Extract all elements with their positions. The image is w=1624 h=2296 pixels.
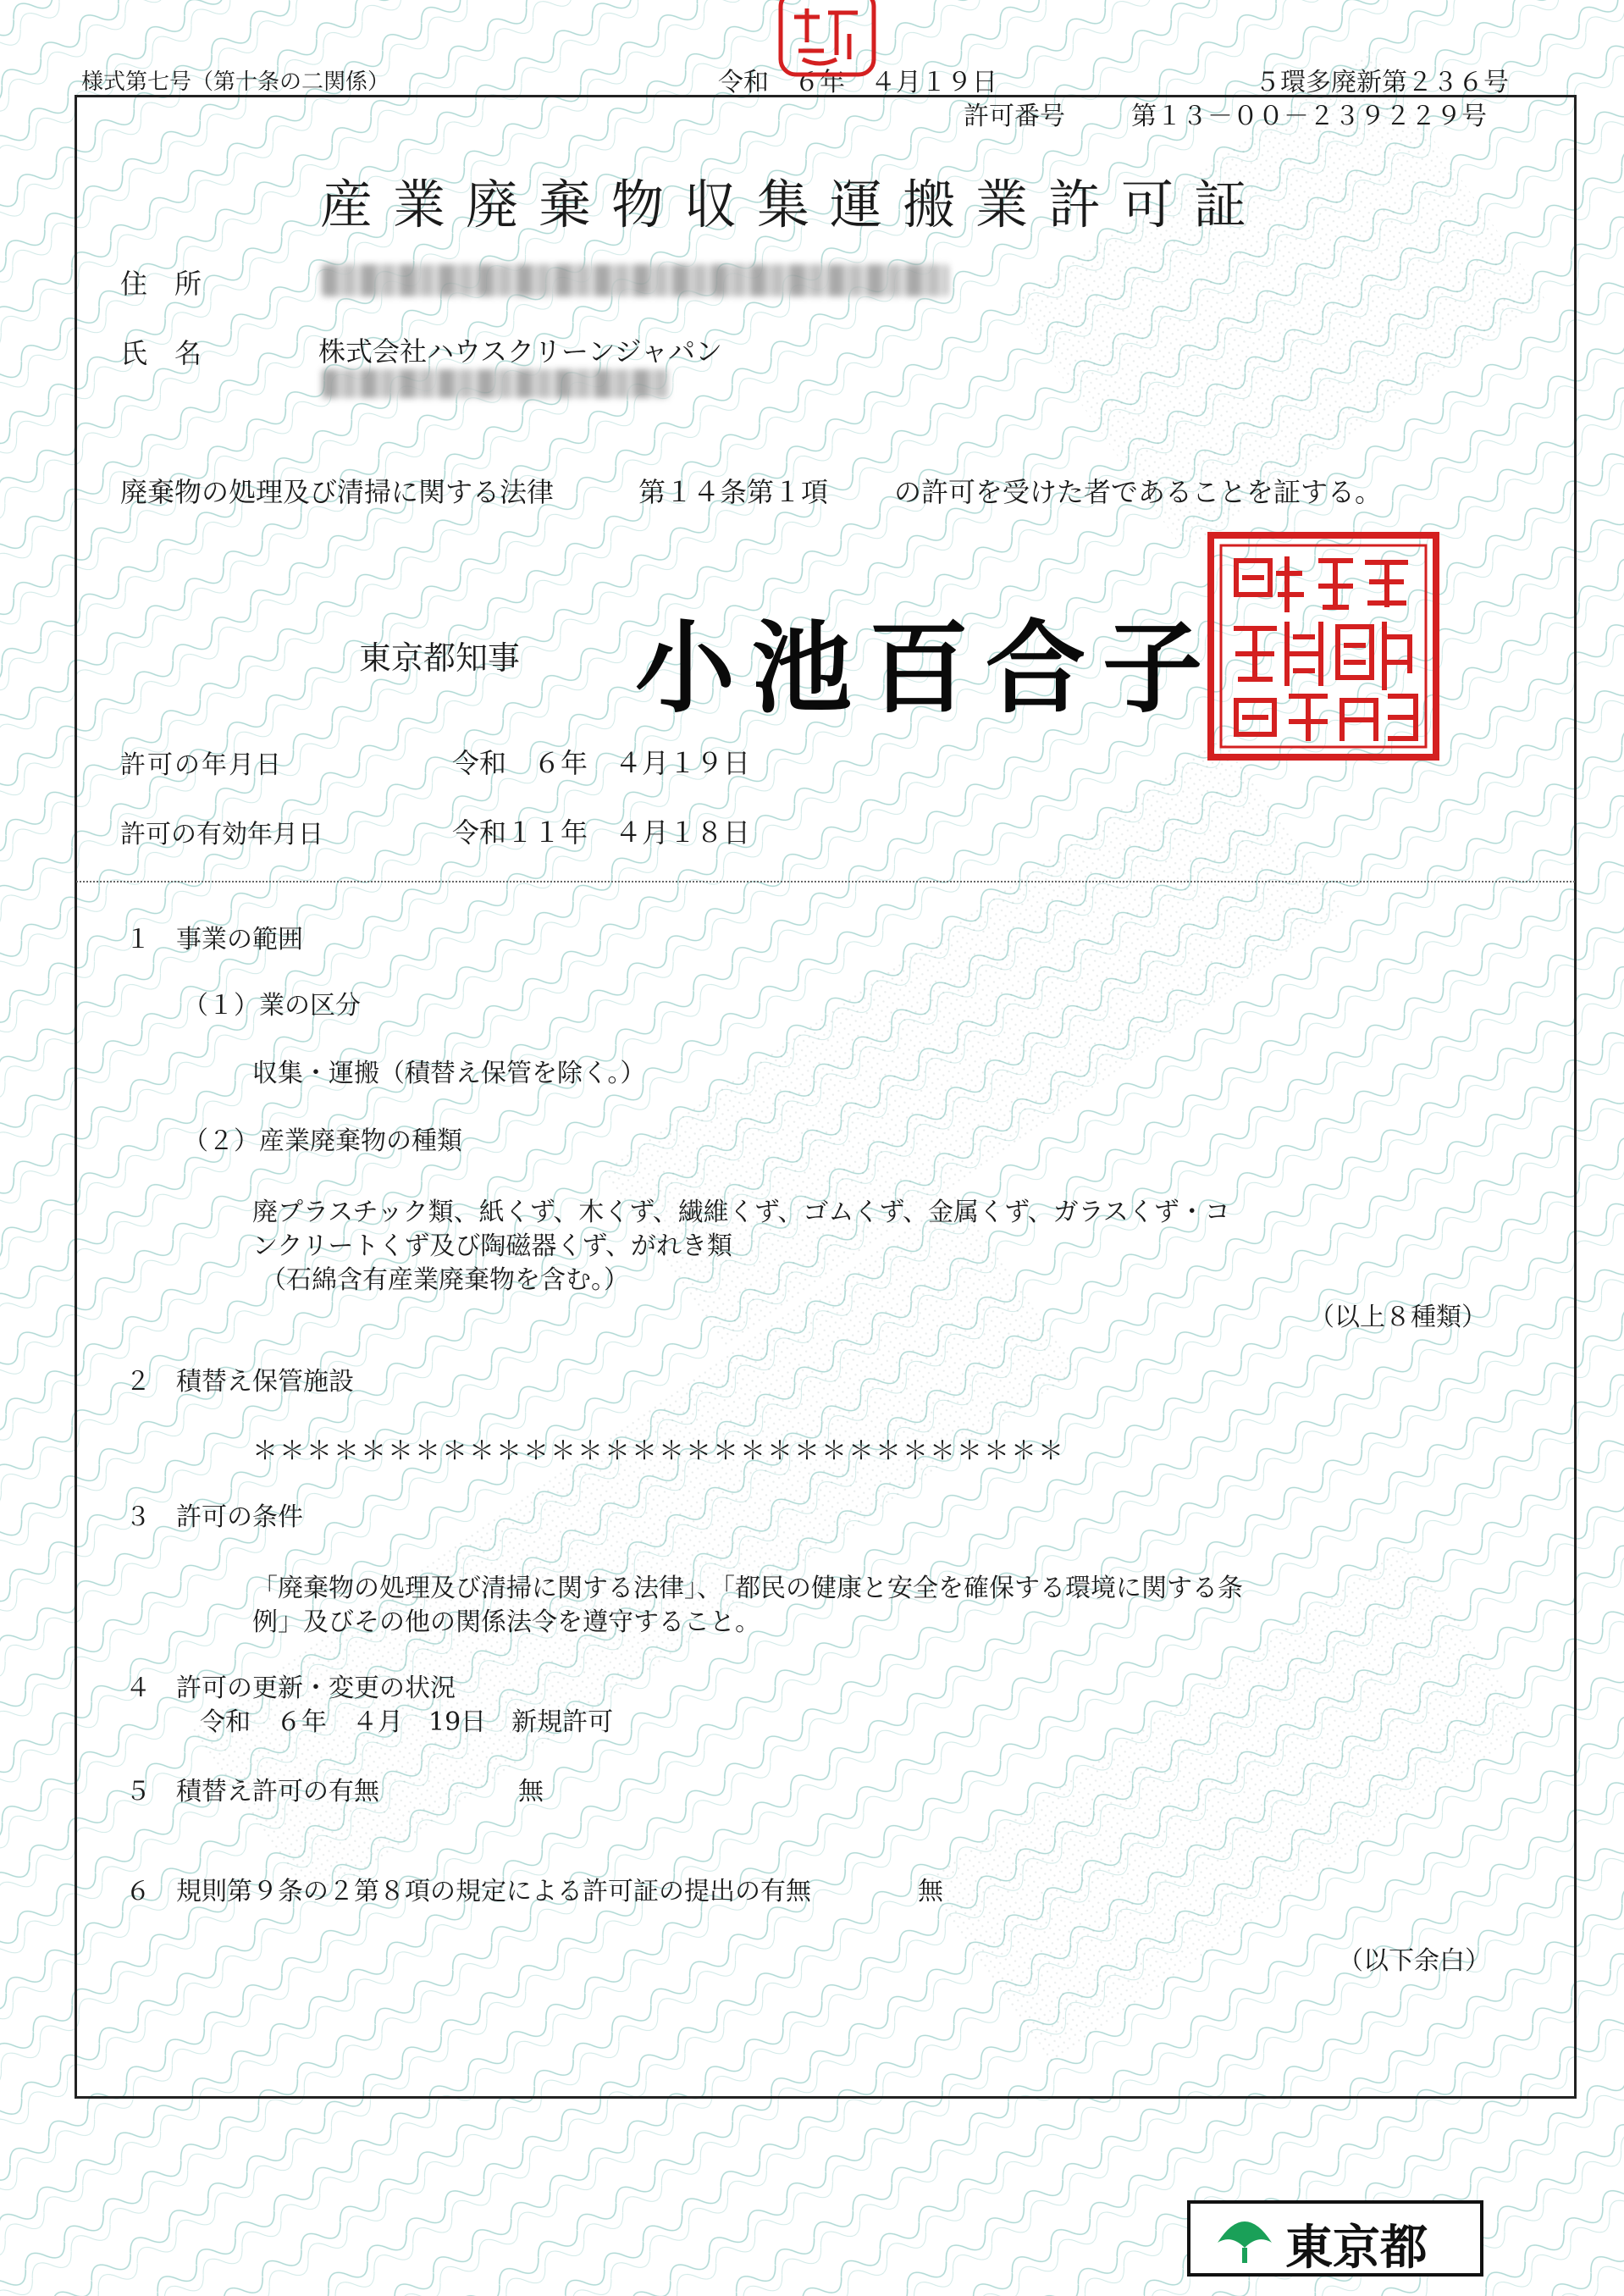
waste-types-line-1: 廃プラスチック類、紙くず、木くず、繊維くず、ゴムくず、金属くず、ガラスくず・コ: [252, 1198, 1230, 1227]
representative-redacted: [322, 369, 669, 398]
tokyo-metropolitan-logo: [1187, 2200, 1483, 2277]
conditions-line-1: 「廃棄物の処理及び清掃に関する法律」、「都民の健康と安全を確保する環境に関する条: [252, 1574, 1243, 1603]
governor-seal: [1202, 527, 1444, 766]
logo-text: 東京都: [1285, 2221, 1428, 2276]
business-category-label: （１）業の区分: [183, 991, 361, 1021]
governor-signature: 小池百合子: [635, 609, 1220, 727]
certificate-title: 産業廃棄物収集運搬業許可証: [320, 174, 1268, 235]
section-4-heading: ４ 許可の更新・変更の状況: [125, 1674, 456, 1703]
waste-types-line-3: （石綿含有産業廃棄物を含む。）: [261, 1265, 629, 1295]
law-name: 廃棄物の処理及び清掃に関する法律: [120, 476, 555, 508]
section-1-heading: １ 事業の範囲: [125, 925, 303, 954]
issue-date: 令和 ６年 ４月１９日: [718, 68, 997, 97]
address-redacted: [322, 264, 948, 296]
address-label: 住 所: [120, 268, 202, 300]
governor-title: 東京都知事: [359, 639, 521, 677]
end-note: （以下余白）: [1338, 1946, 1490, 1976]
doc-number: ５環多廃新第２３６号: [1255, 68, 1509, 97]
section-6-heading: ６ 規則第９条の２第８項の規定による許可証の提出の有無: [125, 1877, 811, 1906]
waste-types-count: （以上８種類）: [1309, 1303, 1487, 1332]
business-category-value: 収集・運搬（積替え保管を除く。）: [252, 1059, 646, 1088]
permit-number-value: 第１３－００－２３９２２９号: [1131, 102, 1487, 131]
waste-types-label: （２）産業廃棄物の種類: [183, 1126, 462, 1156]
permit-number-label: 許可番号: [964, 102, 1065, 131]
section-3-heading: ３ 許可の条件: [125, 1502, 303, 1532]
renewal-status-value: 令和 ６年 ４月 19日 新規許可: [200, 1707, 614, 1737]
transfer-permit-value: 無: [518, 1777, 544, 1806]
section-2-heading: ２ 積替え保管施設: [125, 1367, 354, 1397]
waste-types-line-2: ンクリートくず及び陶磁器くず、がれき類: [252, 1231, 732, 1261]
permit-date-label: 許可の年月日: [120, 750, 283, 780]
permit-date-value: 令和 ６年 ４月１９日: [452, 747, 751, 779]
form-label: 様式第七号（第十条の二関係）: [81, 69, 390, 95]
valid-until-label: 許可の有効年月日: [120, 820, 323, 849]
conditions-line-2: 例」及びその他の関係法令を遵守すること。: [252, 1607, 760, 1637]
ginkgo-leaf-icon: [1214, 2214, 1275, 2266]
company-name: 株式会社ハウスクリーンジャパン: [318, 335, 722, 368]
law-article: 第１４条第１項: [638, 476, 829, 508]
name-label: 氏 名: [120, 337, 202, 369]
valid-until-value: 令和１１年 ４月１８日: [452, 816, 751, 849]
storage-facility-value: ＊＊＊＊＊＊＊＊＊＊＊＊＊＊＊＊＊＊＊＊＊＊＊＊＊＊＊＊＊＊: [252, 1436, 1065, 1466]
certification-statement: の許可を受けた者であることを証する。: [894, 476, 1383, 508]
submission-value: 無: [918, 1877, 943, 1906]
top-partial-seal: [777, 0, 877, 78]
section-divider: [76, 881, 1575, 882]
section-5-heading: ５ 積替え許可の有無: [125, 1777, 379, 1806]
